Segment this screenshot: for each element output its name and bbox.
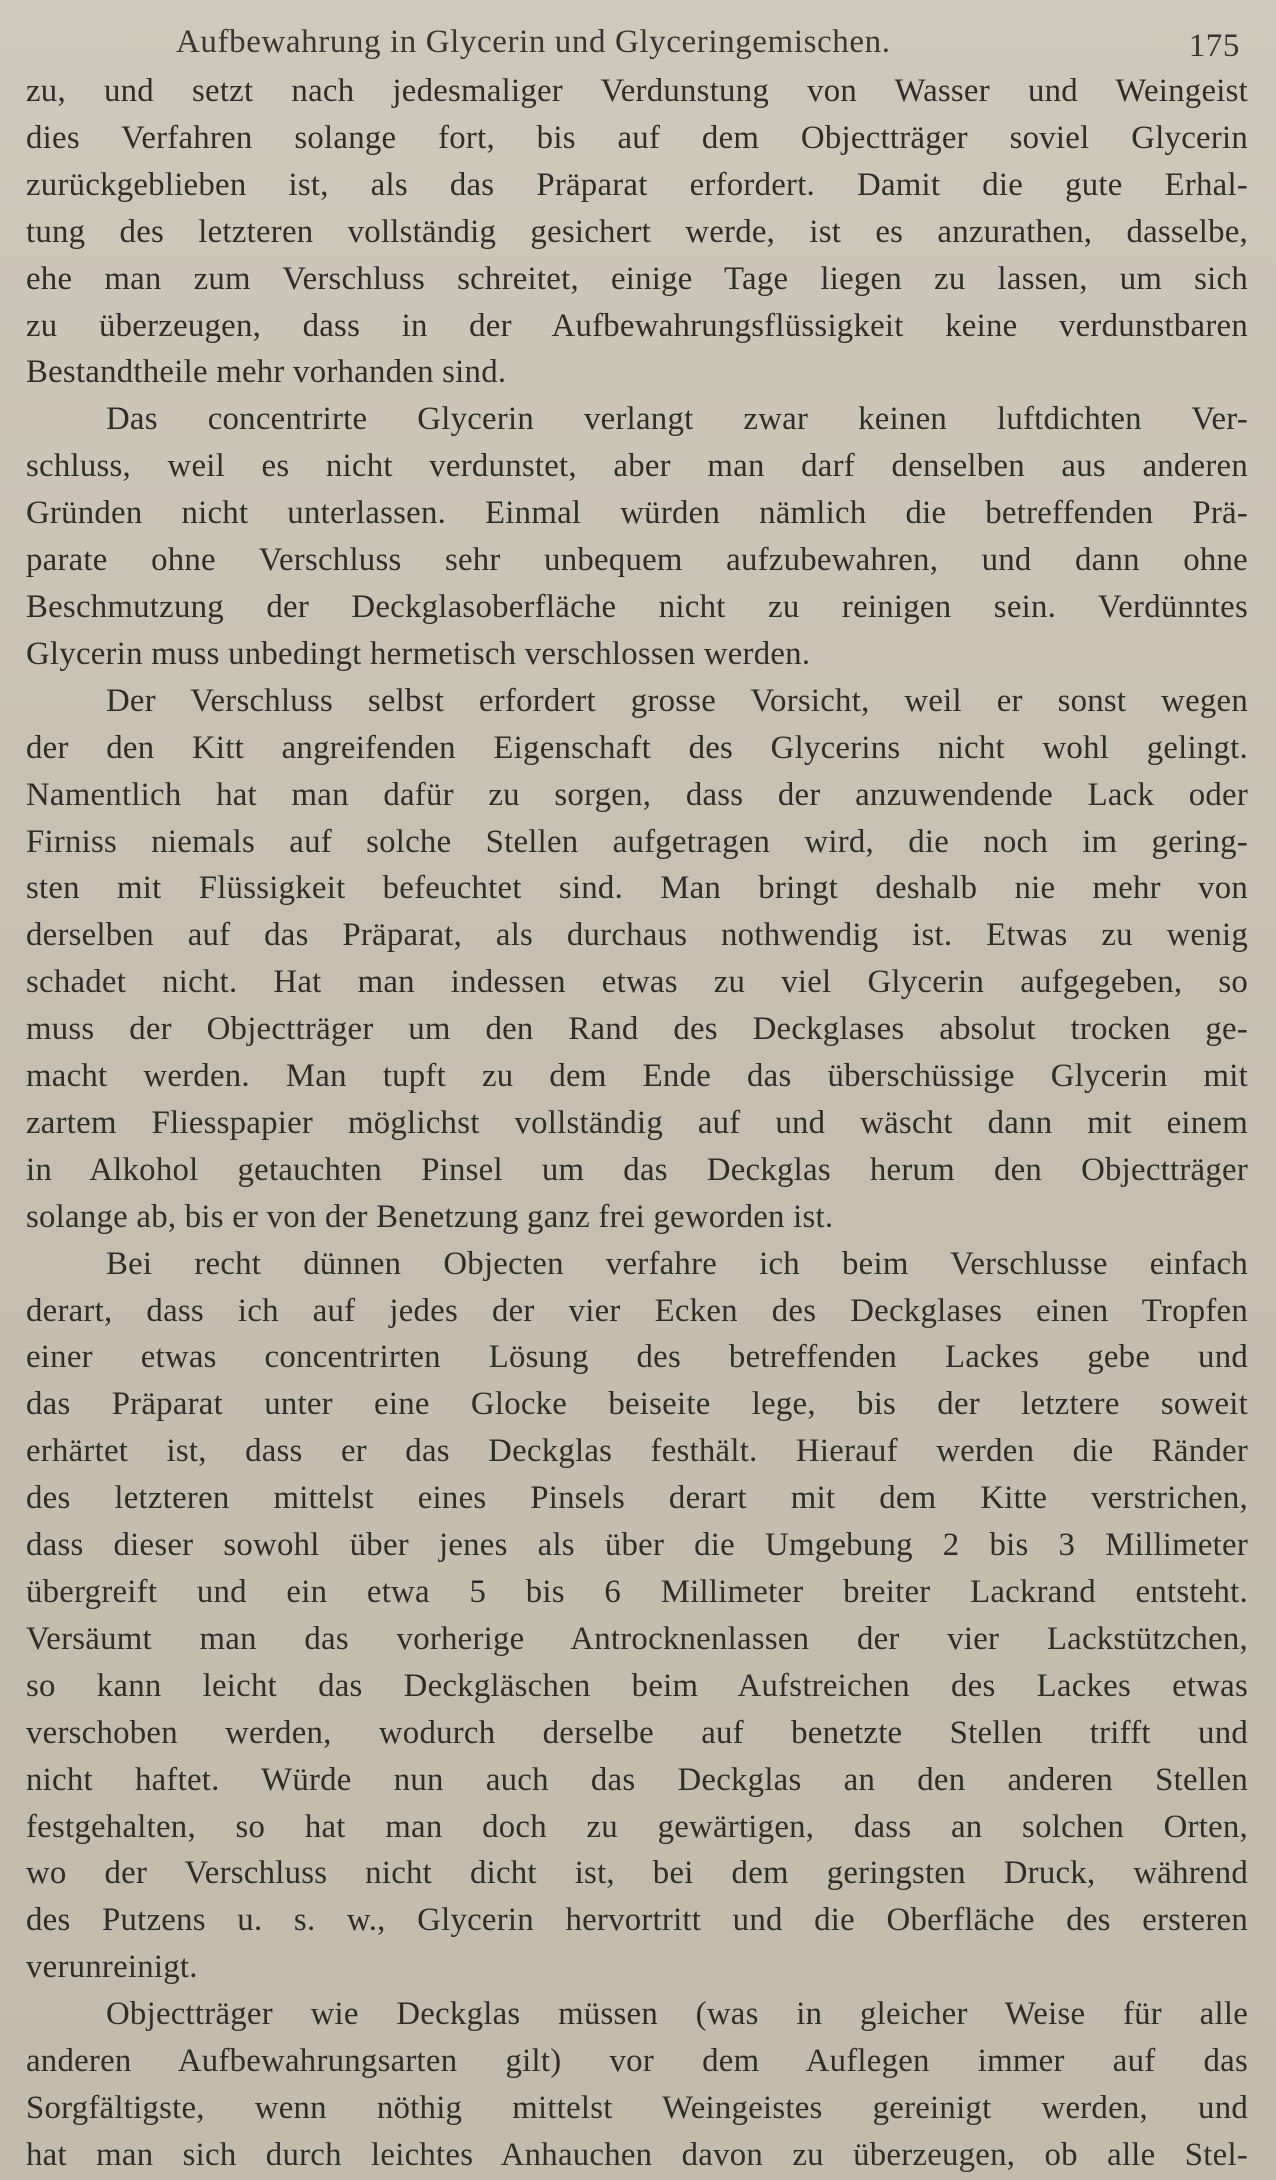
text-line: festgehalten, so hat man doch zu gewärtigen, dass an solchen Orten, <box>26 1808 1248 1845</box>
text-line: solange ab, bis er von der Benetzung ganz frei geworden ist. <box>26 1198 834 1235</box>
paragraph <box>26 1241 1248 1992</box>
text-line: Versäumt man das vorherige Antrocknenlassen der vier Lackstützchen, <box>26 1620 1248 1657</box>
text-line: des letzteren mittelst eines Pinsels derart mit dem Kitte verstrichen, <box>26 1480 1248 1517</box>
text-line: zartem Fliesspapier möglichst vollständig auf und wäscht dann mit einem <box>26 1104 1248 1141</box>
paragraph <box>26 1991 1248 2179</box>
text-line: Bestandtheile mehr vorhanden sind. <box>26 354 507 391</box>
text-line: derart, dass ich auf jedes der vier Ecken des Deckglases einen Tropfen <box>26 1292 1248 1329</box>
page-number: 175 <box>1188 28 1240 64</box>
text-line: Das concentrirte Glycerin verlangt zwar keinen luftdichten Ver- <box>106 401 1248 438</box>
text-line: Beschmutzung der Deckglasoberfläche nicht zu reinigen sein. Verdünntes <box>26 588 1248 625</box>
text-line: schluss, weil es nicht verdunstet, aber man darf denselben aus anderen <box>26 448 1248 485</box>
text-line: parate ohne Verschluss sehr unbequem aufzubewahren, und dann ohne <box>26 542 1248 579</box>
paragraph <box>26 68 1248 396</box>
text-line: des Putzens u. s. w., Glycerin hervortritt und die Oberfläche des ersteren <box>26 1902 1248 1939</box>
text-line: Objectträger wie Deckglas müssen (was in gleicher Weise für alle <box>106 1996 1248 2033</box>
page-header <box>26 18 1248 68</box>
text-line: muss der Objectträger um den Rand des Deckglases absolut trocken ge- <box>26 1011 1248 1048</box>
text-line: Glycerin muss unbedingt hermetisch verschlossen werden. <box>26 635 811 672</box>
running-title: Aufbewahrung in Glycerin und Glyceringemischen. <box>176 24 891 60</box>
text-line: übergreift und ein etwa 5 bis 6 Millimeter breiter Lackrand entsteht. <box>26 1574 1248 1610</box>
text-line: dies Verfahren solange fort, bis auf dem Objectträger soviel Glycerin <box>26 119 1248 156</box>
text-line: ehe man zum Verschluss schreitet, einige Tage liegen zu lassen, um sich <box>26 260 1248 297</box>
text-line: Namentlich hat man dafür zu sorgen, dass der anzuwendende Lack oder <box>26 776 1248 813</box>
text-line: der den Kitt angreifenden Eigenschaft des Glycerins nicht wohl gelingt. <box>26 729 1248 766</box>
text-line: macht werden. Man tupft zu dem Ende das überschüssige Glycerin mit <box>26 1058 1248 1095</box>
text-line: so kann leicht das Deckgläschen beim Aufstreichen des Lackes etwas <box>26 1667 1248 1704</box>
text-line: anderen Aufbewahrungsarten gilt) vor dem Auflegen immer auf das <box>26 2043 1248 2080</box>
text-line: wo der Verschluss nicht dicht ist, bei dem geringsten Druck, während <box>26 1855 1248 1892</box>
text-line: Firniss niemals auf solche Stellen aufgetragen wird, die noch im gering- <box>26 823 1248 860</box>
text-line: sten mit Flüssigkeit befeuchtet sind. Man bringt deshalb nie mehr von <box>26 870 1248 907</box>
text-line: tung des letzteren vollständig gesichert werde, ist es anzurathen, dasselbe, <box>26 213 1248 250</box>
text-line: zurückgeblieben ist, als das Präparat erfordert. Damit die gute Erhal- <box>26 166 1248 203</box>
body-text <box>26 68 1248 2179</box>
text-line: zu, und setzt nach jedesmaliger Verdunstung von Wasser und Weingeist <box>26 73 1248 109</box>
text-line: dass dieser sowohl über jenes als über die Umgebung 2 bis 3 Millimeter <box>26 1527 1248 1564</box>
text-line: einer etwas concentrirten Lösung des betreffenden Lackes gebe und <box>26 1339 1248 1376</box>
text-line: in Alkohol getauchten Pinsel um das Deckglas herum den Objectträger <box>26 1151 1248 1188</box>
text-line: Sorgfältigste, wenn nöthig mittelst Weingeistes gereinigt werden, und <box>26 2089 1248 2126</box>
text-line: verunreinigt. <box>26 1949 198 1986</box>
text-line: zu überzeugen, dass in der Aufbewahrungsflüssigkeit keine verdunstbaren <box>26 307 1248 344</box>
text-line: das Präparat unter eine Glocke beiseite lege, bis der letztere soweit <box>26 1386 1248 1423</box>
text-line: Bei recht dünnen Objecten verfahre ich beim Verschlusse einfach <box>106 1245 1248 1282</box>
text-line: derselben auf das Präparat, als durchaus nothwendig ist. Etwas zu wenig <box>26 917 1248 954</box>
text-line: Gründen nicht unterlassen. Einmal würden nämlich die betreffenden Prä- <box>26 495 1248 532</box>
text-line: erhärtet ist, dass er das Deckglas festhält. Hierauf werden die Ränder <box>26 1433 1248 1470</box>
text-line: nicht haftet. Würde nun auch das Deckglas an den anderen Stellen <box>26 1761 1248 1798</box>
text-line: Der Verschluss selbst erfordert grosse Vorsicht, weil er sonst wegen <box>106 682 1248 719</box>
text-line: schadet nicht. Hat man indessen etwas zu viel Glycerin aufgegeben, so <box>26 964 1248 1001</box>
paragraph <box>26 396 1248 677</box>
text-line: hat man sich durch leichtes Anhauchen davon zu überzeugen, ob alle Stel- <box>26 2136 1248 2173</box>
text-line: verschoben werden, wodurch derselbe auf benetzte Stellen trifft und <box>26 1714 1248 1751</box>
paragraph <box>26 678 1248 1241</box>
